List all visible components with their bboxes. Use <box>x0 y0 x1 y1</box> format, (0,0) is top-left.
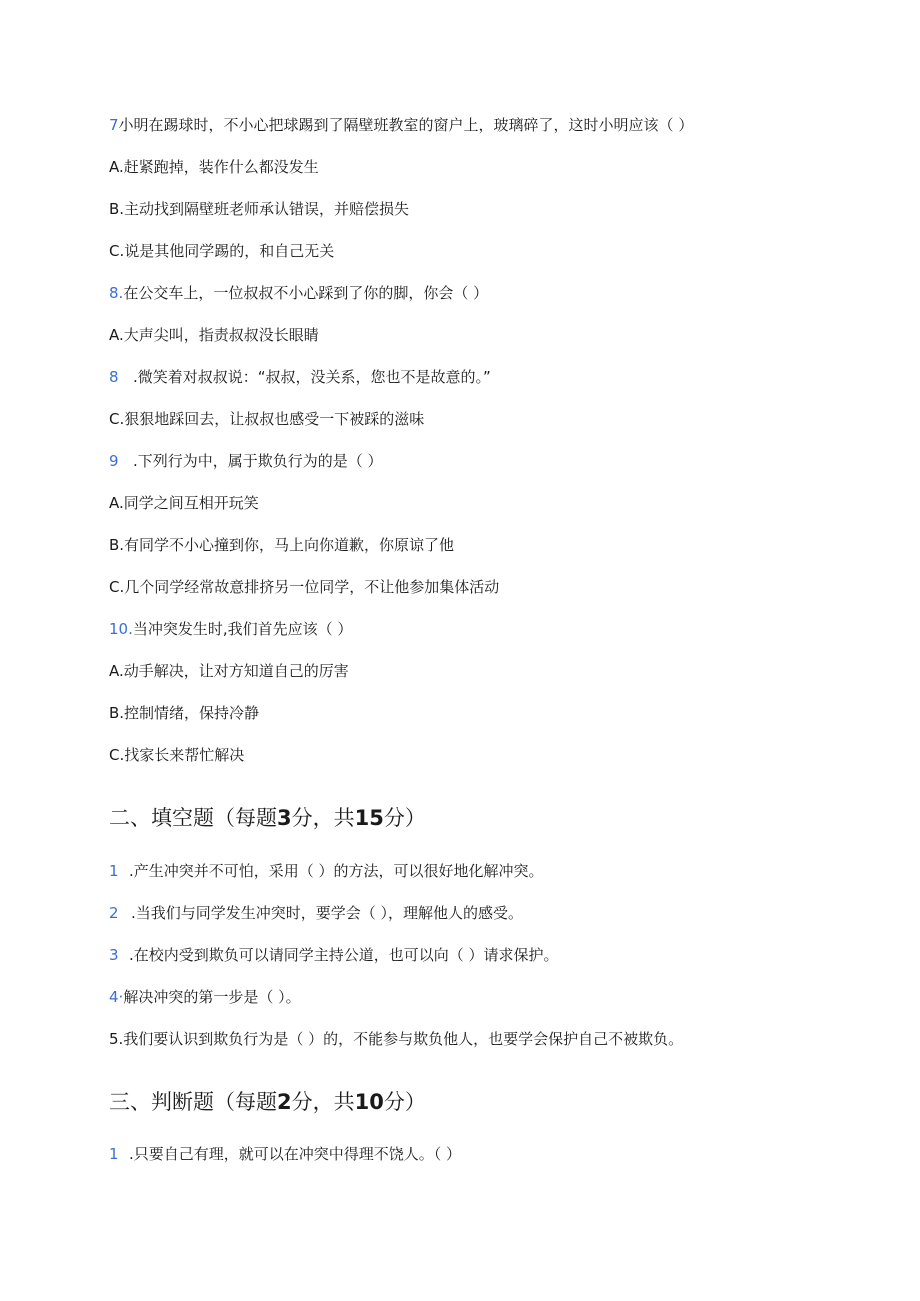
question-text: 在公交车上，一位叔叔不小心踩到了你的脚，你会（ ） <box>123 284 489 302</box>
question-text: 小明在踢球时，不小心把球踢到了隔壁班教室的窗户上，玻璃碎了，这时小明应该（ ） <box>118 116 694 134</box>
option-10a: A.动手解决，让对方知道自己的厉害 <box>109 662 349 680</box>
fill-in-1 <box>109 861 544 881</box>
fill-in-4 <box>109 987 301 1007</box>
question-text: .产生冲突并不可怕，采用（ ）的方法，可以很好地化解冲突。 <box>129 862 544 880</box>
question-number: 9 <box>109 452 119 470</box>
question-text: .当我们与同学发生冲突时，要学会（ ），理解他人的感受。 <box>131 904 524 922</box>
heading-total-score: 15 <box>354 806 384 830</box>
heading-text: 三、判断题（每题 <box>109 1090 277 1114</box>
option-10b: B.控制情绪，保持冷静 <box>109 704 260 722</box>
option-9b: B.有同学不小心撞到你，马上向你道歉，你原谅了他 <box>109 536 455 554</box>
option-text: .微笑着对叔叔说：“叔叔，没关系，您也不是故意的。” <box>133 368 491 386</box>
heading-score-per-item: 2 <box>277 1090 292 1114</box>
fill-in-5: 5.我们要认识到欺负行为是（ ）的，不能参与欺负他人，也要学会保护自己不被欺负。 <box>109 1030 684 1048</box>
question-text: 当冲突发生时,我们首先应该（ ） <box>132 620 353 638</box>
heading-text: 分） <box>383 1090 426 1114</box>
option-8c: C.狠狠地踩回去，让叔叔也感受一下被踩的滋味 <box>109 410 425 428</box>
option-8b <box>109 367 491 387</box>
question-text: .下列行为中，属于欺负行为的是（ ） <box>133 452 383 470</box>
heading-score-per-item: 3 <box>277 806 292 830</box>
option-number: 8 <box>109 368 119 386</box>
option-7a: A.赶紧跑掉，装作什么都没发生 <box>109 158 319 176</box>
heading-text: 分，共 <box>291 1090 355 1114</box>
heading-text: 分，共 <box>291 806 355 830</box>
question-9 <box>109 451 383 471</box>
option-10c: C.找家长来帮忙解决 <box>109 746 245 764</box>
fill-in-3 <box>109 945 559 965</box>
option-9c: C.几个同学经常故意排挤另一位同学，不让他参加集体活动 <box>109 578 500 596</box>
option-7b: B.主动找到隔壁班老师承认错误，并赔偿损失 <box>109 200 410 218</box>
question-text: 解决冲突的第一步是（ ）。 <box>123 988 301 1006</box>
question-10 <box>109 619 352 639</box>
true-false-1 <box>109 1144 461 1164</box>
section-heading-fill-in <box>109 804 426 832</box>
question-text: .在校内受到欺负可以请同学主持公道，也可以向（ ）请求保护。 <box>129 946 559 964</box>
heading-text: 二、填空题（每题 <box>109 806 277 830</box>
option-8a: A.大声尖叫，指责叔叔没长眼睛 <box>109 326 319 344</box>
question-text: .只要自己有理，就可以在冲突中得理不饶人。（ ） <box>129 1145 462 1163</box>
question-number: 1 <box>109 1145 119 1163</box>
option-9a: A.同学之间互相开玩笑 <box>109 494 259 512</box>
question-number: 2 <box>109 904 119 922</box>
heading-total-score: 10 <box>354 1090 384 1114</box>
question-8 <box>109 283 488 303</box>
question-number: 1 <box>109 862 119 880</box>
fill-in-2 <box>109 903 523 923</box>
question-number: 8. <box>109 284 124 302</box>
heading-text: 分） <box>383 806 426 830</box>
question-number: 4· <box>109 988 124 1006</box>
question-7 <box>109 115 693 135</box>
question-number: 10. <box>109 620 133 638</box>
question-number: 3 <box>109 946 119 964</box>
section-heading-true-false <box>109 1088 426 1116</box>
question-number: 7 <box>109 116 119 134</box>
option-7c: C.说是其他同学踢的，和自己无关 <box>109 242 335 260</box>
